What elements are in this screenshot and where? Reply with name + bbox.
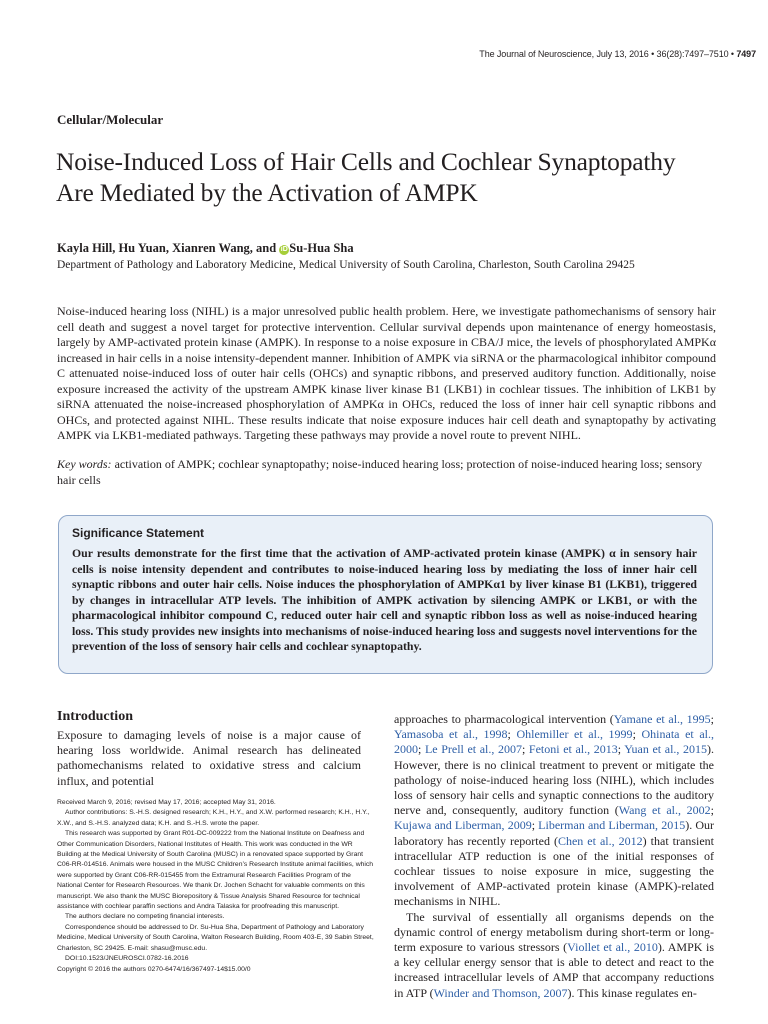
corresponding-author: Su-Hua Sha bbox=[289, 241, 354, 255]
citation-link[interactable]: Chen et al., 2012 bbox=[557, 833, 643, 848]
footnotes bbox=[57, 798, 377, 975]
citation-link[interactable]: Fetoni et al., 2013 bbox=[528, 742, 618, 757]
citation-link[interactable]: Yuan et al., 2015 bbox=[624, 742, 708, 757]
citation-link[interactable]: Viollet et al., 2010 bbox=[567, 940, 658, 955]
body-text: ) that transient intracellular ATP reduction is one of the initial responses of cochlear tissues to noise exposure in mice, suggesting the involvement of AMP-activated protein kinase (AMPK)-related mechanisms in NIHL. bbox=[394, 833, 714, 909]
significance-body: Our results demonstrate for the first time that the activation of AMP-activated protein kinase (AMPK) α in sensory hair cells is noise intensity dependent and contributes to noise-induced hearing loss by mediating the loss of inner hair cell synaptic ribbons and outer hair cells. Noise induces the phosphorylation of AMPKα1 by liver kinase B1 (LKB1), triggered by changes in intracellular ATP levels. The inhibition of AMPK activation by silencing AMPK or LKB1, or with the pharmacological inhibitor compound C, reduced outer hair cell and synaptic ribbon loss as well as noise-induced hearing loss. This study provides new insights into mechanisms of noise-induced hearing loss and suggests novel interventions for the prevention of the loss of sensory hair cells and cochlear synaptopathy. bbox=[72, 546, 697, 653]
significance-heading: Significance Statement bbox=[72, 526, 205, 540]
citation-link[interactable]: Wang et al., 2002 bbox=[618, 803, 711, 818]
section-label: Cellular/Molecular bbox=[57, 112, 164, 127]
page-number: 7497 bbox=[736, 49, 756, 59]
author-list bbox=[57, 241, 354, 256]
keywords-label: Key words: bbox=[57, 457, 112, 471]
affiliation: Department of Pathology and Laboratory Medicine, Medical University of South Carolina, Charleston, South Carolina 29425 bbox=[57, 259, 635, 271]
authors-text: Kayla Hill, Hu Yuan, Xianren Wang, and bbox=[57, 241, 280, 255]
introduction-paragraph-2 bbox=[394, 910, 714, 1001]
footnote-correspondence: Correspondence should be addressed to Dr. Su-Hua Sha, Department of Pathology and Laboratory Medicine, Medical University of South Carolina, Walton Research Building, Room 403-E, 39 Sabin Street, Charleston, SC 29425. E-mail: shasu@musc.edu. bbox=[57, 923, 374, 952]
body-text: ; bbox=[531, 818, 539, 833]
abstract: Noise-induced hearing loss (NIHL) is a major unresolved public health problem. Here, we investigate pathomechanisms of sensory hair cell death and suggest a novel target for protective intervention. Cellular survival depends upon maintenance of energy homeostasis, largely by AMP-activated protein kinase (AMPK). In response to a noise exposure in CBA/J mice, the levels of phosphorylated AMPKα increased in hair cells in a noise intensity-dependent manner. Inhibition of AMPK via siRNA or the pharmacological inhibitor compound C attenuated noise-induced loss of outer hair cells (OHCs) and synaptic ribbons, and preserved auditory function. Additionally, noise exposure increased the activity of the upstream AMPK kinase liver kinase B1 (LKB1) in cochlear tissues. The inhibition of LKB1 by siRNA attenuated the noise-increased phosphorylation of AMPKα in OHCs, reduced the loss of inner hair cell synaptic ribbons and OHCs, and protected against NIHL. These results indicate that noise exposure induces hair cell death and synaptopathy by activating AMPK via LKB1-mediated pathways. Targeting these pathways may provide a novel route to prevent NIHL. bbox=[57, 304, 716, 442]
body-text: ; bbox=[418, 742, 425, 757]
citation-link[interactable]: Le Prell et al., 2007 bbox=[424, 742, 522, 757]
introduction-left-column: Exposure to damaging levels of noise is a major cause of hearing loss worldwide. Animal research has delineated pathomechanisms related to oxidative stress and calcium influx, and potential bbox=[57, 728, 361, 788]
footnote-competing-interests: The authors declare no competing financial interests. bbox=[65, 913, 225, 921]
body-text: ; bbox=[507, 727, 517, 742]
body-text: ). Our laboratory has recently reported ( bbox=[394, 818, 714, 848]
citation-link[interactable]: Winder and Thomson, 2007 bbox=[433, 985, 568, 1000]
body-text: approaches to pharmacological intervention ( bbox=[394, 712, 614, 726]
footnote-copyright: Copyright © 2016 the authors 0270-6474/16/367497-14$15.00/0 bbox=[57, 965, 251, 973]
title-line-1: Noise-Induced Loss of Hair Cells and Cochlear Synaptopathy bbox=[56, 147, 676, 176]
citation-link[interactable]: Kujawa and Liberman, 2009 bbox=[394, 818, 532, 833]
introduction-right-column bbox=[394, 712, 714, 1001]
footnote-contributions: Author contributions: S.-H.S. designed research; K.H., H.Y., and X.W. performed research; K.H., H.Y., X.W., and S.-H.S. analyzed data; K.H. and S.-H.S. wrote the paper. bbox=[57, 809, 370, 827]
body-text: The survival of essentially all organisms depends on the dynamic control of energy metabolism during short-term or long-term exposure to various stressors ( bbox=[394, 909, 714, 955]
citation-link[interactable]: Ohinata et al., 2000 bbox=[394, 727, 714, 757]
journal-citation: The Journal of Neuroscience, July 13, 2016 • 36(28):7497–7510 • bbox=[479, 49, 734, 59]
article-title bbox=[56, 146, 736, 208]
body-text: ; bbox=[710, 712, 715, 726]
title-line-2: Are Mediated by the Activation of AMPK bbox=[56, 178, 478, 207]
keywords-text: activation of AMPK; cochlear synaptopathy; noise-induced hearing loss; protection of noise-induced hearing loss; sensory hair cells bbox=[57, 457, 703, 487]
body-text: ; bbox=[632, 727, 642, 742]
footnote-doi[interactable]: DOI:10.1523/JNEUROSCI.0782-16.2016 bbox=[65, 955, 189, 963]
citation-link[interactable]: Yamane et al., 1995 bbox=[613, 712, 711, 726]
body-text: ; bbox=[710, 803, 714, 818]
footnote-dates: Received March 9, 2016; revised May 17, 2016; accepted May 31, 2016. bbox=[57, 799, 276, 806]
body-text: ). AMPK is a key cellular energy sensor that is able to detect and react to the increased intracellular levels of AMP that accompany reductions in ATP ( bbox=[394, 940, 714, 1000]
orcid-icon[interactable]: iD bbox=[280, 246, 288, 253]
body-text: ). This kinase regulates en- bbox=[567, 985, 697, 1000]
keywords bbox=[57, 457, 716, 488]
citation-link[interactable]: Liberman and Liberman, 2015 bbox=[538, 818, 686, 833]
introduction-paragraph-1 bbox=[394, 712, 714, 910]
body-text: ). However, there is no clinical treatment to prevent or mitigate the pathology of noise-induced hearing loss (NIHL), which includes loss of sensory hair cells and synaptic connections to the auditory nerve and, consequently, auditory function ( bbox=[394, 742, 715, 818]
introduction-heading: Introduction bbox=[57, 709, 133, 724]
citation-link[interactable]: Yamasoba et al., 1998 bbox=[394, 727, 508, 742]
body-text: ; bbox=[617, 742, 625, 757]
citation-link[interactable]: Ohlemiller et al., 1999 bbox=[516, 727, 633, 742]
journal-header bbox=[479, 49, 756, 59]
body-text: ; bbox=[521, 742, 529, 757]
footnote-funding: This research was supported by Grant R01-DC-009222 from the National Institute on Deafness and Other Communication Disorders, National Institutes of Health. This work was conducted in the WR Building at the Medical University of South Carolina (MUSC) in a renovated space supported by Grant C06-RR-014516. Animals were housed in the MUSC Children’s Research Institute animal facilities, which were supported by Grant C06-RR-015455 from the Extramural Research Facilities Program of the National Center for Research Resources. We thank Dr. Jochen Schacht for valuable comments on this manuscript. We also thank the MUSC Biorepository & Tissue Analysis Shared Resource for technical assistance with cochlear paraffin sections and Andra Talaska for proofreading this manuscript. bbox=[57, 830, 374, 911]
